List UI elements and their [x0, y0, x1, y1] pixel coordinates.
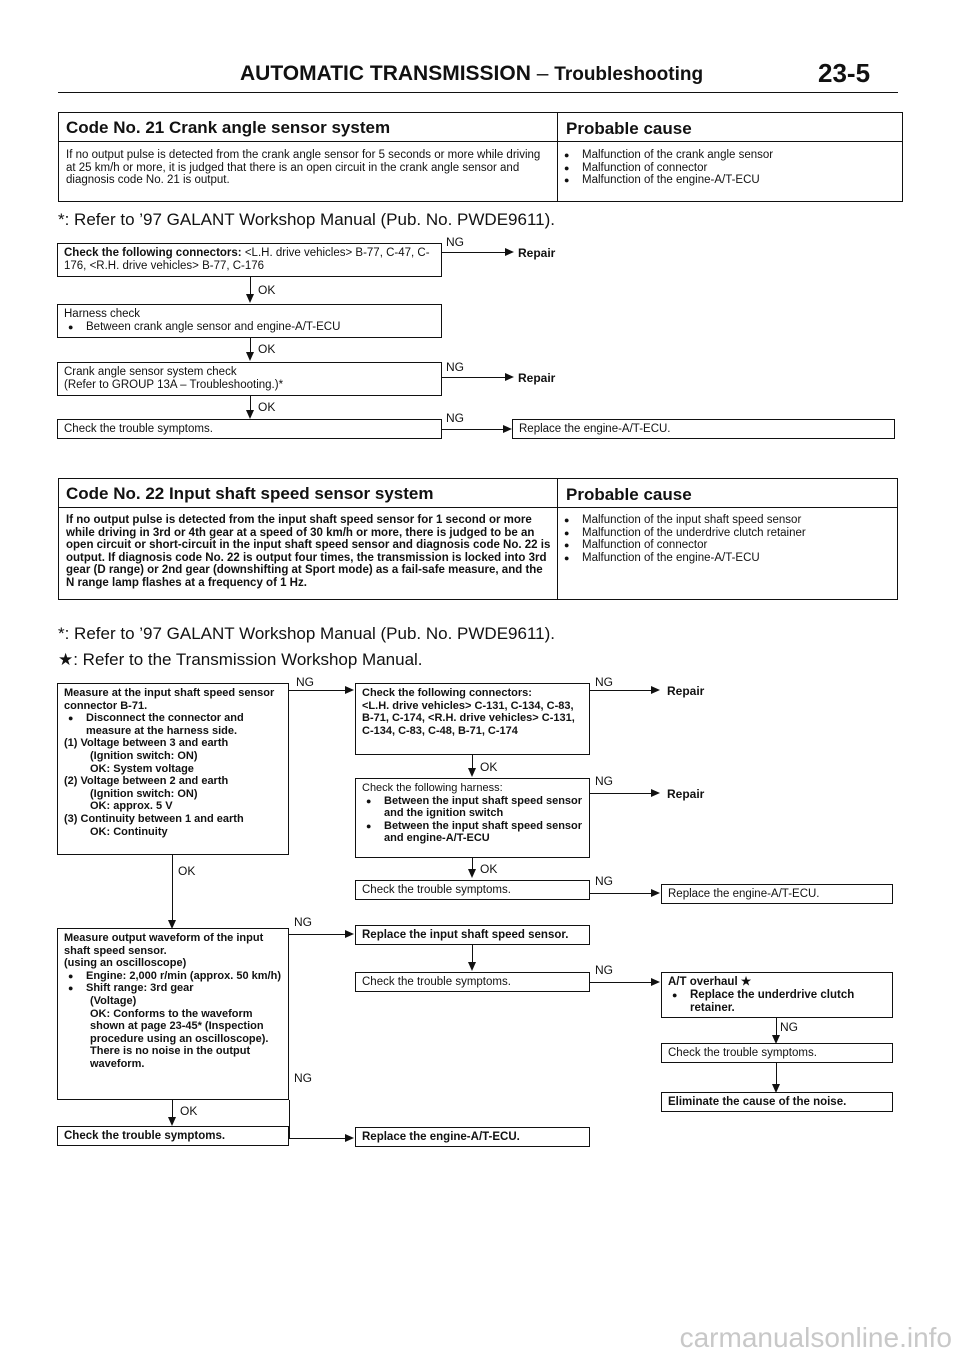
arrow-head — [651, 978, 660, 986]
ok-label: OK — [258, 400, 276, 414]
repair-label: Repair — [667, 684, 705, 698]
code21-causes — [560, 149, 890, 187]
c22-wave-l2: (using an oscilloscope) — [64, 957, 187, 970]
c22-connector-bold: Check the following connectors: — [362, 687, 532, 699]
c22-trouble-text: Check the trouble symptoms. — [362, 884, 511, 896]
code21-cause-item: ● Malfunction of connector — [560, 162, 890, 175]
code21-cause-item: ● Malfunction of the engine-A/T-ECU — [560, 174, 890, 187]
c22-replace-sensor — [355, 925, 590, 945]
arrow-head — [345, 686, 354, 694]
watermark: carmanualsonline.info — [679, 1322, 952, 1353]
ng-label: NG — [296, 675, 314, 689]
ng-label: NG — [595, 874, 613, 888]
arrow-line — [442, 429, 504, 430]
arrow-line — [590, 982, 652, 983]
code21-divider — [557, 112, 558, 202]
page-number: 23-5 — [818, 58, 871, 88]
arrow-line — [289, 690, 346, 691]
c22-trouble-text: Check the trouble symptoms. — [362, 976, 511, 988]
arrow-head — [651, 889, 660, 897]
arrow-line — [590, 793, 652, 794]
ok-label: OK — [480, 760, 498, 774]
c21-sensor-line2: (Refer to GROUP 13A – Troubleshooting.)* — [64, 379, 284, 391]
arrow-line — [442, 377, 506, 378]
code22-divider — [557, 478, 558, 600]
code21-cause-item: ● Malfunction of the crank angle sensor — [560, 149, 890, 162]
c21-harness-line1: Harness check — [64, 308, 141, 320]
c21-harness-check — [57, 304, 442, 338]
c21-connector-check — [57, 243, 442, 277]
ok-label: OK — [480, 862, 498, 876]
ng-label: NG — [446, 360, 464, 374]
c22-trouble-check-right — [661, 1043, 893, 1063]
arrow-head — [168, 1117, 176, 1126]
c22-trouble-check-left — [57, 1126, 289, 1146]
arrow-head — [345, 930, 354, 938]
c22-waveform-measure — [57, 928, 289, 1100]
c22-overhaul-l1: A/T overhaul ★ — [668, 976, 752, 988]
arrow-head — [246, 294, 254, 303]
code22-reference-1: *: Refer to ’97 GALANT Workshop Manual (Pub. No. PWDE9611). — [58, 624, 555, 643]
c22-measure-l2: ● Disconnect the connector and measure at the harness side. — [64, 712, 282, 737]
arrow-head — [651, 789, 660, 797]
c22-trouble-check-mid2 — [355, 972, 590, 992]
c22-wave-ok: OK: — [90, 1007, 111, 1020]
c22-overhaul-l2: ● Replace the underdrive clutch retainer. — [668, 989, 886, 1015]
c22-measure-l4: (Ignition switch: ON) — [90, 749, 198, 762]
ng-label: NG — [595, 675, 613, 689]
ok-label: OK — [258, 342, 276, 356]
c22-measure-connector — [57, 683, 289, 855]
arrow-head — [246, 410, 254, 419]
ok-label: OK — [180, 1104, 198, 1118]
arrow-line — [590, 690, 652, 691]
c22-harness-l1: Check the following harness: — [362, 782, 503, 794]
code22-cause-title: Probable cause — [566, 485, 692, 504]
c22-measure-l8: approx. 5 V — [110, 800, 173, 813]
arrow-head — [345, 1134, 354, 1142]
c22-measure-ok2: OK: — [90, 800, 111, 813]
c22-trouble-text: Check the trouble symptoms. — [668, 1047, 817, 1059]
arrow-line — [289, 934, 346, 935]
c21-replace-text: Replace the engine-A/T-ECU. — [519, 423, 671, 435]
ng-label: NG — [595, 774, 613, 788]
ng-label: NG — [294, 1071, 312, 1085]
c22-replace-ecu-bottom — [355, 1127, 590, 1147]
c22-harness-l3: ● Between the input shaft speed sensor and engine-A/T-ECU — [362, 820, 583, 845]
c22-wave-l3: ● Engine: 2,000 r/min (approx. 50 km/h) — [64, 970, 282, 983]
arrow-head — [468, 962, 476, 971]
c22-measure-l6: (2) Voltage between 2 and earth — [64, 775, 229, 788]
c22-measure-l1: Measure at the input shaft speed sensor connector B-71. — [64, 687, 275, 712]
ok-label: OK — [178, 864, 196, 878]
ng-label: NG — [780, 1020, 798, 1034]
code22-cause-item: ● Malfunction of the engine-A/T-ECU — [560, 552, 890, 565]
c22-connector-text: <L.H. drive vehicles> C-131, C-134, C-83, B-71, C-174, <R.H. drive vehicles> C-131, C-134, C-83, C-48, B-71, C-174 — [362, 699, 575, 737]
ng-label: NG — [446, 411, 464, 425]
repair-label: Repair — [518, 246, 556, 260]
code22-cause-item: ● Malfunction of the input shaft speed sensor — [560, 514, 890, 527]
c22-harness-l2: ● Between the input shaft speed sensor and the ignition switch — [362, 795, 583, 820]
c22-at-overhaul — [661, 972, 893, 1018]
c22-wave-l1: Measure output waveform of the input shaft speed sensor. — [64, 932, 264, 957]
c22-measure-ok3: OK: — [90, 825, 111, 838]
c22-measure-l10: Continuity — [110, 825, 168, 838]
c21-connector-bold: Check the following connectors: — [64, 247, 242, 259]
c22-wave-l4: ● Shift range: 3rd gear — [64, 982, 282, 995]
c22-wave-l5: (Voltage) — [90, 994, 137, 1007]
c22-replace-sensor-text: Replace the input shaft speed sensor. — [362, 929, 569, 941]
c22-replace-ecu-right-text: Replace the engine-A/T-ECU. — [668, 888, 820, 900]
c22-measure-ok1: OK: — [90, 762, 111, 775]
arrow-head — [505, 248, 514, 256]
code21-reference: *: Refer to ’97 GALANT Workshop Manual (Pub. No. PWDE9611). — [58, 210, 555, 229]
c21-replace-ecu — [512, 419, 895, 439]
arrow-line — [289, 1100, 290, 1138]
header-subtitle: Troubleshooting — [554, 64, 704, 85]
c21-trouble-check — [57, 419, 442, 439]
ng-label: NG — [294, 915, 312, 929]
code22-cause-item: ● Malfunction of the underdrive clutch retainer — [560, 527, 890, 540]
ng-label: NG — [446, 235, 464, 249]
c22-measure-l9: (3) Continuity between 1 and earth — [64, 812, 244, 825]
arrow-line — [172, 855, 173, 923]
arrow-line — [442, 252, 506, 253]
arrow-head — [505, 373, 514, 381]
arrow-head — [468, 768, 476, 777]
ng-label: NG — [595, 963, 613, 977]
code22-cause-item: ● Malfunction of connector — [560, 539, 890, 552]
c21-sensor-check — [57, 362, 442, 396]
c21-sensor-line1: Crank angle sensor system check — [64, 366, 237, 378]
c22-replace-ecu-text: Replace the engine-A/T-ECU. — [362, 1131, 520, 1143]
c22-measure-l5: System voltage — [110, 762, 194, 775]
header-title: AUTOMATIC TRANSMISSION — [240, 62, 531, 85]
header-dash: – — [536, 62, 549, 85]
arrow-head — [503, 425, 512, 433]
arrow-head — [246, 352, 254, 361]
c22-eliminate-noise — [661, 1092, 893, 1112]
c22-wave-l6: Conforms to the waveform shown at page 23-45* (Inspection procedure using an oscilloscope). There is no noise in the output waveform. — [90, 1007, 269, 1070]
c22-measure-l7: (Ignition switch: ON) — [90, 787, 198, 800]
header-rule — [58, 92, 898, 93]
c22-eliminate-text: Eliminate the cause of the noise. — [668, 1096, 847, 1108]
c21-trouble-text: Check the trouble symptoms. — [64, 423, 213, 435]
c21-connector-text: <L.H. drive vehicles> B-77, C-47, C-176, <R.H. drive vehicles> B-77, C-176 — [64, 247, 430, 272]
c22-trouble-text: Check the trouble symptoms. — [64, 1130, 226, 1142]
c22-connector-check — [355, 683, 590, 755]
code22-title: Code No. 22 Input shaft speed sensor system — [66, 484, 434, 503]
c21-harness-line2: ● Between crank angle sensor and engine-A/T-ECU — [64, 321, 435, 334]
code21-description: If no output pulse is detected from the crank angle sensor for 5 seconds or more while driving at 25 km/h or more, it is judged that there is an open circuit in the crank angle sensor and diagnosis code No. 21 is output. — [66, 149, 541, 186]
c22-measure-l3: (1) Voltage between 3 and earth — [64, 737, 229, 750]
code21-title: Code No. 21 Crank angle sensor system — [66, 118, 391, 137]
c22-harness-check — [355, 778, 590, 858]
repair-label: Repair — [667, 787, 705, 801]
arrow-head — [468, 869, 476, 878]
c22-replace-ecu-right — [661, 884, 893, 904]
code21-header-rule — [58, 141, 903, 142]
code22-reference-2: ★: Refer to the Transmission Workshop Manual. — [58, 650, 423, 669]
page-header — [240, 62, 703, 86]
code22-header-rule — [58, 507, 898, 508]
ok-label: OK — [258, 283, 276, 297]
arrow-line — [590, 893, 652, 894]
code22-causes — [560, 514, 890, 564]
code21-cause-title: Probable cause — [566, 119, 692, 138]
arrow-head — [651, 686, 660, 694]
repair-label: Repair — [518, 371, 556, 385]
code22-description: If no output pulse is detected from the input shaft speed sensor for 1 second or more while driving in 3rd or 4th gear at a speed of 30 km/h or more, there is judged to be an open circuit or short-circuit in the input shaft speed sensor and diagnosis code No. 22 is output. If diagnosis code No. 22 is output four times, the transmission is locked into 3rd gear (D range) or 2nd gear (downshifting at Sport mode) as a fail-safe measure, and the N range lamp flashes at a frequency of 1 Hz. — [66, 514, 551, 589]
arrow-line — [289, 1138, 346, 1139]
c22-trouble-check-mid1 — [355, 880, 590, 900]
